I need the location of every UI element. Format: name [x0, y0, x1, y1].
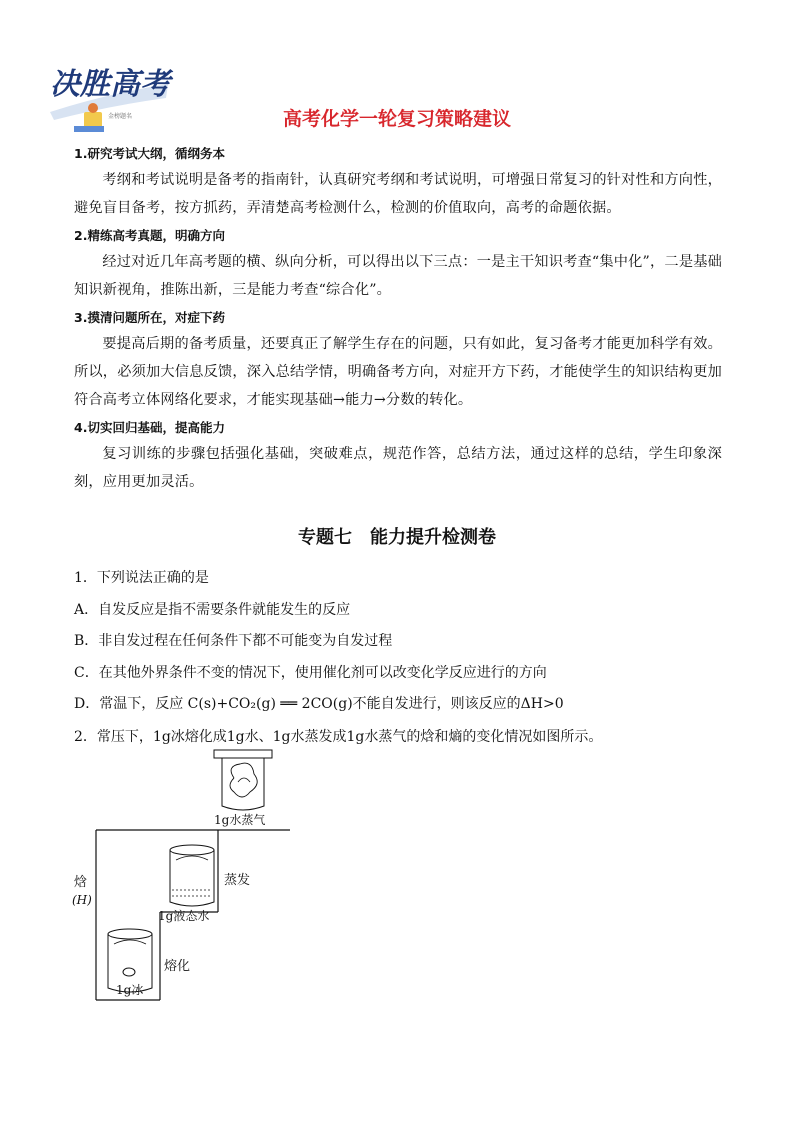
section-1-heading: 1.研究考试大纲，循纲务本	[74, 146, 225, 161]
vapor-label: 1g水蒸气	[214, 813, 266, 827]
logo-text: 决胜高考	[50, 67, 170, 102]
question-1-option-c: C．在其他外界条件不变的情况下，使用催化剂可以改变化学反应进行的方向	[74, 665, 547, 681]
section-4-heading: 4.切实回归基础，提高能力	[74, 420, 225, 435]
question-1-option-d: D．常温下，反应 C(s)+CO₂(g) ══ 2CO(g)不能自发进行，则该反应的ΔH>0	[74, 696, 564, 712]
y-axis-unit: (H)	[72, 893, 92, 907]
section-1-paragraph: 考纲和考试说明是备考的指南针，认真研究考纲和考试说明，可增强日常复习的针对性和方向性，避免盲目备考，按方抓药，弄清楚高考检测什么，检测的价值取向，高考的命题依据。	[74, 172, 722, 216]
section-3-paragraph: 要提高后期的备考质量，还要真正了解学生存在的问题，只有如此，复习备考才能更加科学有效。所以，必须加大信息反馈，深入总结学情，明确备考方向，对症开方下药，才能使学生的知识结构更加符合高考立体网络化要求，才能实现基础→能力→分数的转化。	[74, 336, 722, 408]
question-2-stem: 2．常压下，1g冰熔化成1g水、1g水蒸发成1g水蒸气的焓和熵的变化情况如图所示。	[74, 729, 603, 745]
logo-subtext: 金榜题名	[108, 113, 133, 120]
vapor-container-icon	[214, 750, 272, 810]
liquid-beaker-icon	[170, 845, 214, 906]
question-1-option-a: A．自发反应是指不需要条件就能发生的反应	[74, 602, 351, 618]
liquid-label: 1g液态水	[158, 909, 210, 923]
ice-label: 1g冰	[116, 983, 144, 997]
section-2-paragraph: 经过对近几年高考题的横、纵向分析，可以得出以下三点：一是主干知识考查“集中化”，二是基础知识新视角，推陈出新，三是能力考查“综合化”。	[74, 254, 722, 298]
section-4-paragraph: 复习训练的步骤包括强化基础，突破难点，规范作答，总结方法，通过这样的总结，学生印象深刻，应用更加灵活。	[74, 446, 722, 490]
section-2-heading: 2.精练高考真题，明确方向	[74, 228, 225, 243]
question-1-stem: 1．下列说法正确的是	[74, 570, 209, 586]
question-1-option-b: B．非自发过程在任何条件下都不可能变为自发过程	[74, 633, 393, 649]
y-axis-label: 焓	[74, 875, 88, 890]
test-title: 专题七 能力提升检测卷	[298, 527, 496, 548]
enthalpy-diagram	[66, 748, 298, 1008]
evaporation-label: 蒸发	[224, 873, 251, 888]
section-3-heading: 3.摸清问题所在，对症下药	[74, 310, 225, 325]
melting-label: 熔化	[164, 959, 191, 974]
document-title: 高考化学一轮复习策略建议	[282, 108, 511, 130]
